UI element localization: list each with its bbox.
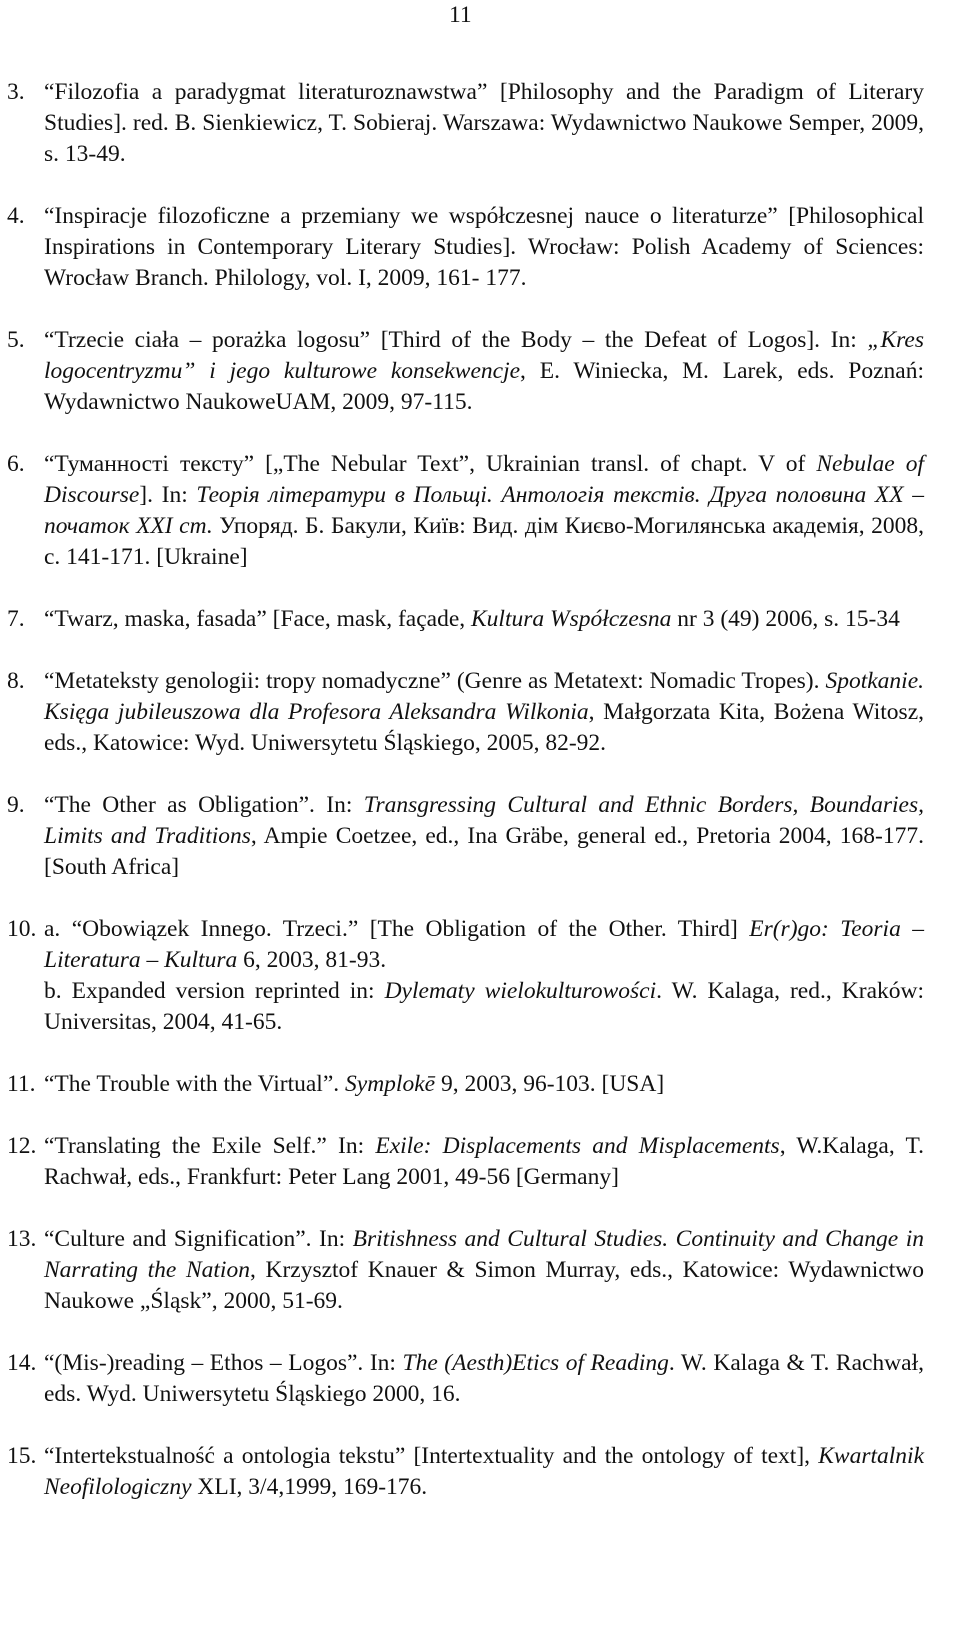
entry-text [44,449,924,573]
entry-text-segment: “Metateksty genologii: tropy nomadyczne” (Genre as Metatext: Nomadic Tropes). [44,668,826,694]
entry-number: 11. [7,1071,36,1097]
entry-text [44,325,924,418]
entry-title-italic: „Kres logocentryzmu” i jego kulturowe konsekwencje [44,327,924,384]
entry-text-segment: b. Expanded version reprinted in: [44,978,385,1004]
entry-text-segment: “Twarz, maska, fasada” [Face, mask, façade, [44,606,471,632]
entry-text-segment: Упоряд. Б. Бакули, Київ: Вид. дім Києво-Могилянська академія, 2008, с. 141-171. [Ukraine] [44,513,924,570]
entry-subitem-a [44,914,924,976]
list-item [7,666,924,759]
list-item [7,790,924,883]
entry-text-segment: . W. Kalaga & T. Rachwał, eds. Wyd. Uniwersytetu Śląskiego 2000, 16. [44,1350,924,1407]
entry-number: 6. [7,451,25,477]
entry-title-italic: Er(r)go: Teoria – Literatura – Kultura [44,916,925,973]
entry-title-italic: Теорія літератури в Польщі. Антологія текстів. Друга половина XX – початок XXI ст. [44,482,924,539]
entry-number: 5. [7,327,25,353]
entry-text-segment: “Translating the Exile Self.” In: [44,1133,376,1159]
list-item [7,449,924,573]
entry-number: 12. [7,1133,37,1159]
entry-title-italic: Kwartalnik Neofilologiczny [44,1443,924,1500]
entry-number: 9. [7,792,25,818]
list-item [7,325,924,418]
list-item [7,77,924,170]
entry-text-segment: “(Mis-)reading – Ethos – Logos”. In: [44,1350,403,1376]
list-item [7,1224,924,1317]
list-item [7,1131,924,1193]
entry-text-segment: XLI, 3/4,1999, 169-176. [191,1474,428,1500]
entry-text [44,1441,924,1503]
entry-text-segment: , E. Winiecka, M. Larek, eds. Poznań: Wydawnictwo NaukoweUAM, 2009, 97-115. [44,358,924,415]
entry-number: 13. [7,1226,37,1252]
entry-number: 3. [7,79,25,105]
entry-title-italic: Kultura Współczesna [471,606,672,632]
entry-text-segment: “Туманності тексту” [„The Nebular Text”, Ukrainian transl. of chapt. V of [44,451,817,477]
entry-text [44,1224,924,1317]
entry-text [44,790,924,883]
entry-title-italic: Dylematy wielokulturowości [384,978,657,1004]
list-item [7,1348,924,1410]
entry-text-segment: “The Other as Obligation”. In: [44,792,364,818]
entry-text-segment: “Culture and Signification”. In: [44,1226,353,1252]
entry-text [44,604,924,635]
entry-title-italic: Britishness and Cultural Studies. Continuity and Change in Narrating the Nation [44,1226,924,1283]
entry-text-segment: , W.Kalaga, T. Rachwał, eds., Frankfurt: Peter Lang 2001, 49-56 [Germany] [44,1133,925,1190]
list-item [7,1069,924,1100]
entry-text [44,666,924,759]
list-item [7,914,924,1038]
entry-number: 7. [7,606,25,632]
entry-title-italic: Spotkanie. Księga jubileuszowa dla Profesora Aleksandra Wilkonia [44,668,924,725]
entry-text-segment: ]. In: [139,482,197,508]
entry-subitem-b [44,976,924,1038]
entry-text-segment: , Krzysztof Knauer & Simon Murray, eds., Katowice: Wydawnictwo Naukowe „Śląsk”, 2000, 51-69. [44,1257,924,1314]
page-number: 11 [449,2,472,28]
entry-text-segment: 6, 2003, 81-93. [237,947,387,973]
entry-text-segment: 9, 2003, 96-103. [USA] [435,1071,665,1097]
entry-text [44,201,924,294]
entry-text-segment: “Trzecie ciała – porażka logosu” [Third of the Body – the Defeat of Logos]. In: [44,327,868,353]
entry-text-segment: a. “Obowiązek Innego. Trzeci.” [The Obligation of the Other. Third] [44,916,750,942]
entry-number: 4. [7,203,25,229]
entry-title-italic: The (Aesth)Etics of Reading [402,1350,669,1376]
entry-text-segment: “The Trouble with the Virtual”. [44,1071,346,1097]
entry-text-segment: , Ampie Coetzee, ed., Ina Gräbe, general ed., Pretoria 2004, 168-177. [South Africa] [44,823,924,880]
entry-number: 10. [7,916,37,942]
entry-title-italic: Transgressing Cultural and Ethnic Borders, Boundaries, Limits and Traditions [44,792,924,849]
entry-title-italic: Exile: Displacements and Misplacements [375,1133,780,1159]
entry-text [44,1131,924,1193]
bibliography-list [7,77,924,1534]
entry-text [44,1069,924,1100]
entry-number: 14. [7,1350,37,1376]
entry-text-segment: , Małgorzata Kita, Bożena Witosz, eds., Katowice: Wyd. Uniwersytetu Śląskiego, 2005, 82-92. [44,699,925,756]
entry-text-segment: “Inspiracje filozoficzne a przemiany we współczesnej nauce o literaturze” [Philosophical Inspirations in Contemporary Literary Studies]. Wrocław: Polish Academy of Sciences: Wrocław Branch. Philology, vol. I, 2009, 161- 177. [44,203,924,291]
entry-title-italic: Symplokē [345,1071,436,1097]
entry-title-italic: Nebulae of Discourse [44,451,924,508]
entry-text-segment: . W. Kalaga, red., Kraków: Universitas, 2004, 41-65. [44,978,924,1035]
entry-text-segment: “Filozofia a paradygmat literaturoznawstwa” [Philosophy and the Paradigm of Literary Studies]. red. B. Sienkiewicz, T. Sobieraj. Warszawa: Wydawnictwo Naukowe Semper, 2009, s. 13-49. [44,79,924,167]
entry-number: 8. [7,668,25,694]
entry-text [44,77,924,170]
list-item [7,201,924,294]
entry-text-segment: “Intertekstualność a ontologia tekstu” [Intertextuality and the ontology of text], [44,1443,819,1469]
entry-text [44,1348,924,1410]
list-item [7,1441,924,1503]
entry-text-segment: nr 3 (49) 2006, s. 15-34 [671,606,900,632]
entry-number: 15. [7,1443,37,1469]
list-item [7,604,924,635]
entry-text [44,914,924,1038]
